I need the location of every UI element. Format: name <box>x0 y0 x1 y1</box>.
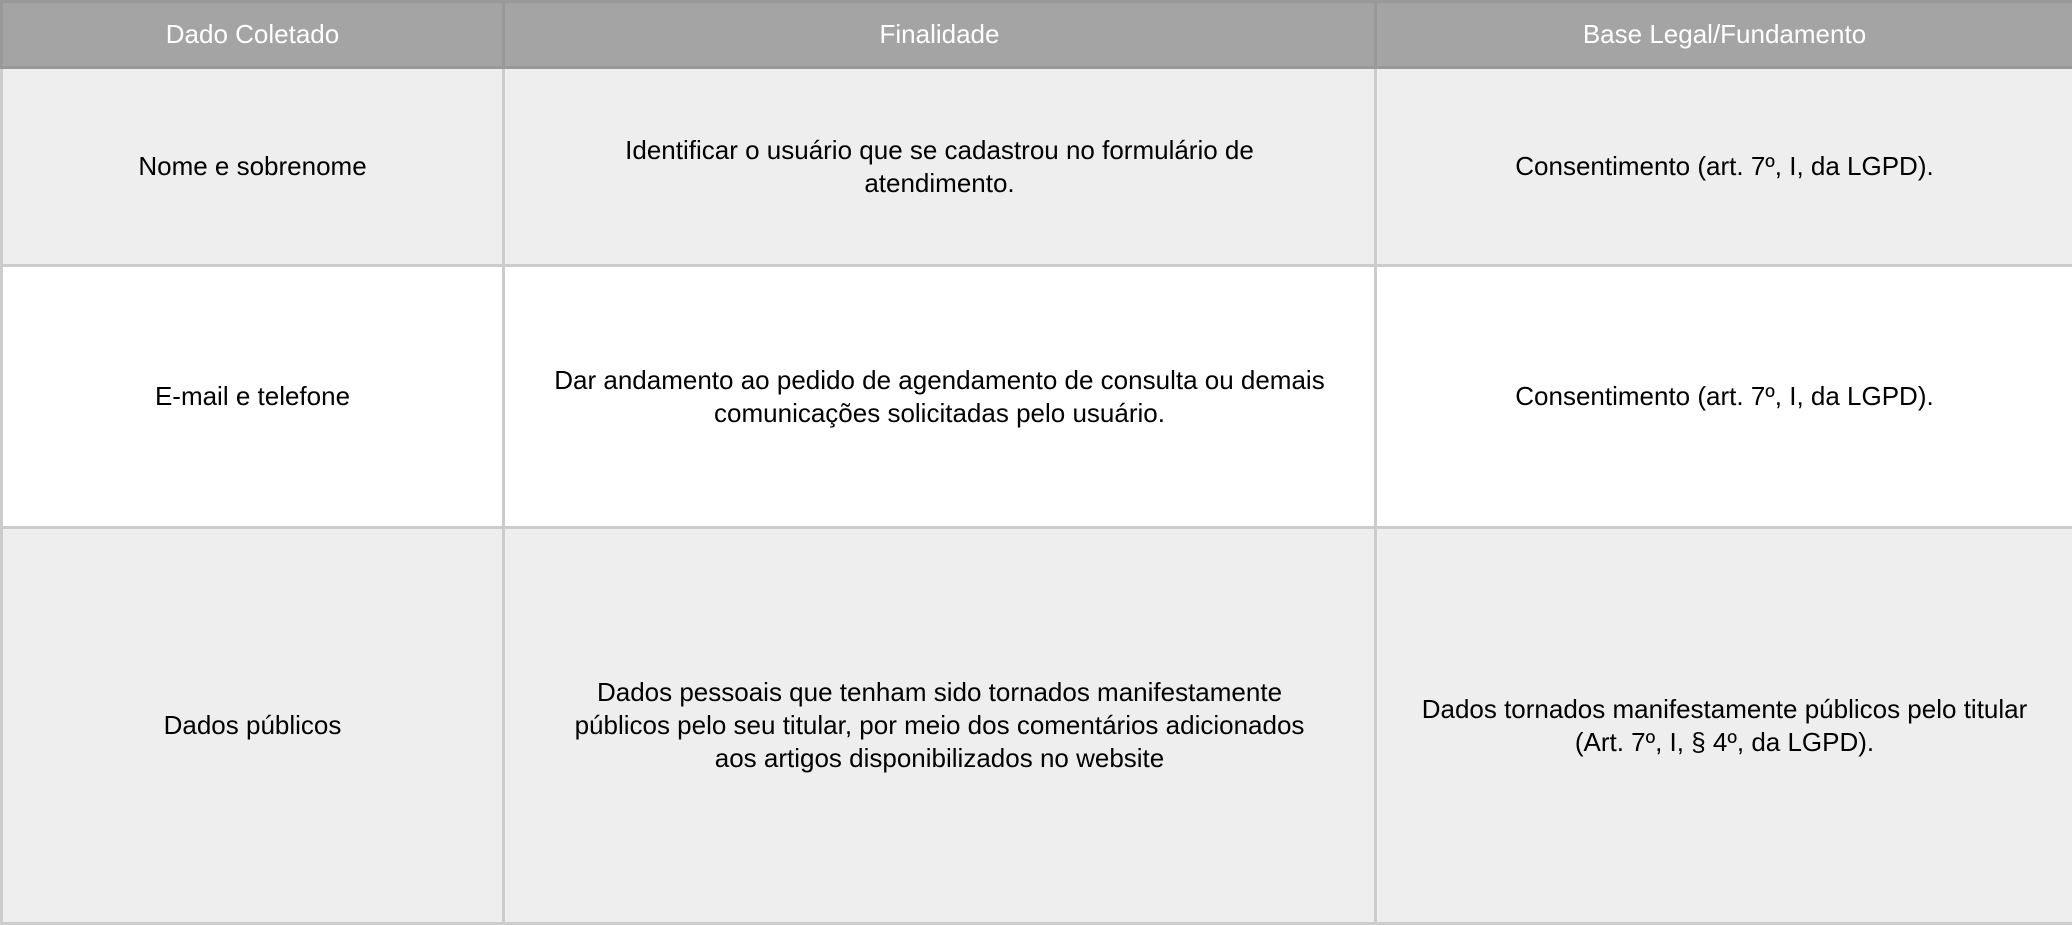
cell-dado: Dados públicos <box>2 528 504 924</box>
table-row <box>2 528 2072 924</box>
table-row <box>2 68 2072 266</box>
header-base-legal: Base Legal/Fundamento <box>1376 2 2072 68</box>
table-row <box>2 266 2072 528</box>
cell-base-legal <box>1376 528 2072 924</box>
header-dado-coletado: Dado Coletado <box>2 2 504 68</box>
text-line: Identificar o usuário que se cadastrou no formulário de <box>625 135 1254 165</box>
cell-base-legal <box>1376 68 2072 266</box>
text-line: comunicações solicitadas pelo usuário. <box>714 398 1165 428</box>
text-line: públicos pelo seu titular, por meio dos comentários adicionados <box>575 710 1305 740</box>
cell-finalidade <box>504 68 1376 266</box>
text-line: Consentimento (art. 7º, I, da LGPD). <box>1515 151 1933 181</box>
text-line: aos artigos disponibilizados no website <box>715 743 1165 773</box>
text-line: (Art. 7º, I, § 4º, da LGPD). <box>1575 727 1874 757</box>
text-line: Dados pessoais que tenham sido tornados manifestamente <box>597 677 1282 707</box>
cell-dado: E-mail e telefone <box>2 266 504 528</box>
cell-finalidade <box>504 266 1376 528</box>
text-line: Dar andamento ao pedido de agendamento de consulta ou demais <box>554 365 1324 395</box>
table-header-row <box>2 2 2072 68</box>
text-line: Dados tornados manifestamente públicos pelo titular <box>1422 694 2028 724</box>
cell-dado: Nome e sobrenome <box>2 68 504 266</box>
cell-base-legal <box>1376 266 2072 528</box>
text-line: atendimento. <box>864 168 1014 198</box>
header-finalidade: Finalidade <box>504 2 1376 68</box>
cell-finalidade <box>504 528 1376 924</box>
text-line: Consentimento (art. 7º, I, da LGPD). <box>1515 381 1933 411</box>
